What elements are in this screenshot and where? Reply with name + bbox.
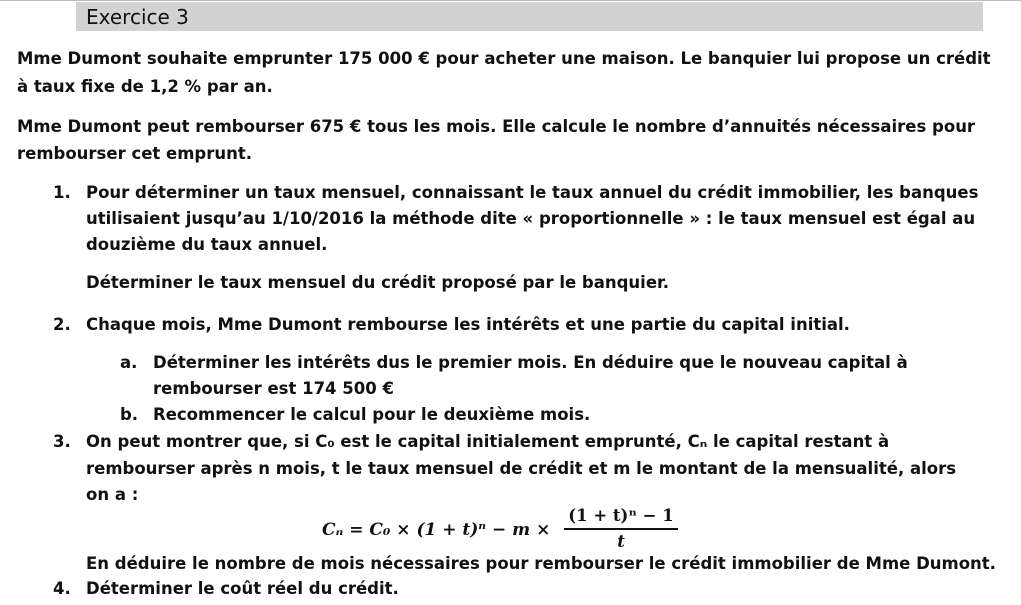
q2a-label: a.: [120, 353, 138, 372]
intro-p2-line1: Mme Dumont peut rembourser 675 € tous les mois. Elle calcule le nombre d’annuités nécessaires pour: [17, 117, 976, 136]
q2-text: Chaque mois, Mme Dumont rembourse les intérêts et une partie du capital initial.: [86, 315, 850, 334]
q4-number: 4.: [53, 579, 71, 598]
fraction-bar: [564, 528, 678, 530]
q2a-line2: rembourser est 174 500 €: [153, 379, 394, 398]
q1-line2: utilisaient jusqu’au 1/10/2016 la méthode dite « proportionnelle » : le taux mensuel est égal au: [86, 209, 976, 228]
q1-task: Déterminer le taux mensuel du crédit proposé par le banquier.: [86, 273, 670, 292]
fraction-numerator: (1 + t)ⁿ − 1: [568, 506, 674, 525]
q1-line1: Pour déterminer un taux mensuel, connaissant le taux annuel du crédit immobilier, les banques: [86, 183, 979, 202]
q2b-text: Recommencer le calcul pour le deuxième mois.: [153, 405, 591, 424]
q1-line3: douzième du taux annuel.: [86, 235, 328, 254]
q2-number: 2.: [53, 315, 71, 334]
intro-p1-line2: à taux fixe de 1,2 % par an.: [17, 77, 273, 96]
exercise-title: Exercice 3: [86, 5, 189, 29]
q3-conclusion: En déduire le nombre de mois nécessaires pour rembourser le crédit immobilier de Mme Dumont.: [86, 554, 996, 573]
formula-left: Cₙ = C₀ × (1 + t)ⁿ − m ×: [322, 520, 551, 540]
q3-line3: on a :: [86, 485, 139, 504]
q3-line1: On peut montrer que, si C₀ est le capital initialement emprunté, Cₙ le capital restant à: [86, 432, 890, 451]
formula-fraction: [564, 506, 678, 551]
q2b-label: b.: [120, 405, 139, 424]
fraction-denominator: t: [617, 531, 625, 551]
intro-p1-line1: Mme Dumont souhaite emprunter 175 000 € pour acheter une maison. Le banquier lui propose un crédit: [17, 49, 991, 68]
q1-number: 1.: [53, 183, 71, 202]
q3-line2: rembourser après n mois, t le taux mensuel de crédit et m le montant de la mensualité, alors: [86, 459, 957, 478]
exercise-header: [76, 2, 983, 31]
intro-p2-line2: rembourser cet emprunt.: [17, 144, 253, 163]
q3-number: 3.: [53, 432, 71, 451]
top-border: [0, 0, 1021, 1]
q2a-line1: Déterminer les intérêts dus le premier mois. En déduire que le nouveau capital à: [153, 353, 908, 372]
q4-text: Déterminer le coût réel du crédit.: [86, 579, 399, 598]
